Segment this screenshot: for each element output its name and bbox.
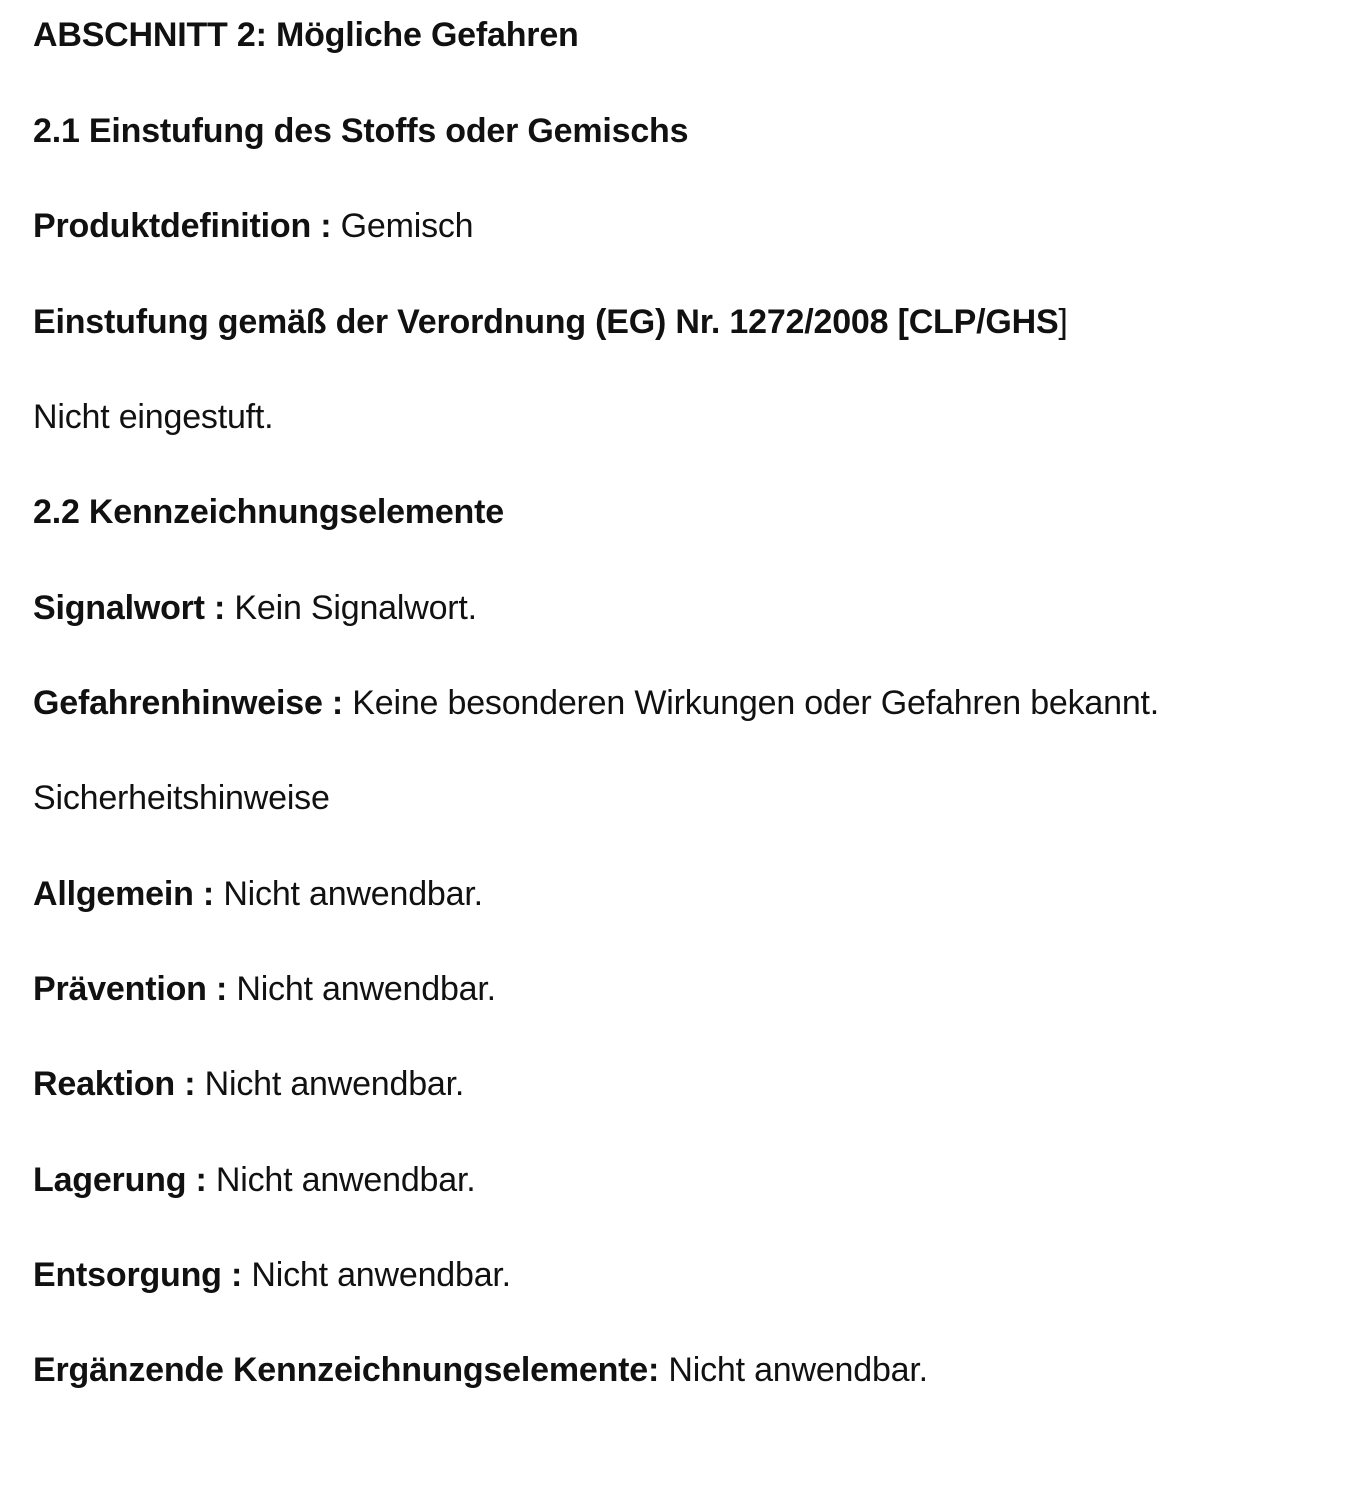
labelling-heading: 2.2 Kennzeichnungselemente — [33, 493, 504, 531]
regulation-heading-bracket: ] — [1058, 303, 1068, 341]
precaution-row-disposal — [33, 1250, 511, 1300]
supplemental-labelling-row — [33, 1345, 928, 1395]
product-definition-row — [33, 201, 473, 251]
signal-word-value: Kein Signalwort. — [234, 589, 477, 627]
signal-word-label: Signalwort : — [33, 589, 226, 627]
precaution-value: Nicht anwendbar. — [251, 1256, 511, 1294]
precaution-value: Nicht anwendbar. — [204, 1065, 465, 1103]
signal-word-row — [33, 583, 477, 633]
product-definition-label: Produktdefinition : — [33, 207, 332, 245]
precaution-label: Prävention : — [33, 970, 228, 1008]
hazard-statements-value: Keine besonderen Wirkungen oder Gefahren bekannt. — [352, 684, 1160, 722]
classification-status: Nicht eingestuft. — [33, 398, 274, 436]
supplemental-value: Nicht anwendbar. — [668, 1351, 928, 1389]
precaution-label: Reaktion : — [33, 1065, 196, 1103]
supplemental-label: Ergänzende Kennzeichnungselemente: — [33, 1351, 660, 1389]
precaution-row-response — [33, 1059, 464, 1109]
regulation-heading-text: Einstufung gemäß der Verordnung (EG) Nr. 1272/2008 [CLP/GHS — [33, 303, 1059, 341]
precaution-value: Nicht anwendbar. — [215, 1161, 476, 1199]
hazard-statements-row — [33, 678, 1159, 728]
precaution-label: Allgemein : — [33, 875, 215, 913]
precaution-row-general — [33, 869, 483, 919]
precaution-row-storage — [33, 1155, 475, 1205]
precaution-label: Entsorgung : — [33, 1256, 243, 1294]
section-title: ABSCHNITT 2: Mögliche Gefahren — [33, 16, 579, 54]
classification-heading: 2.1 Einstufung des Stoffs oder Gemischs — [33, 112, 689, 150]
precaution-label: Lagerung : — [33, 1161, 207, 1199]
precaution-value: Nicht anwendbar. — [236, 970, 496, 1008]
precaution-value: Nicht anwendbar. — [223, 875, 483, 913]
precaution-row-prevention — [33, 964, 496, 1014]
product-definition-value: Gemisch — [340, 207, 474, 245]
precautionary-heading: Sicherheitshinweise — [33, 779, 330, 817]
hazard-statements-label: Gefahrenhinweise : — [33, 684, 344, 722]
regulation-heading — [33, 297, 1068, 347]
